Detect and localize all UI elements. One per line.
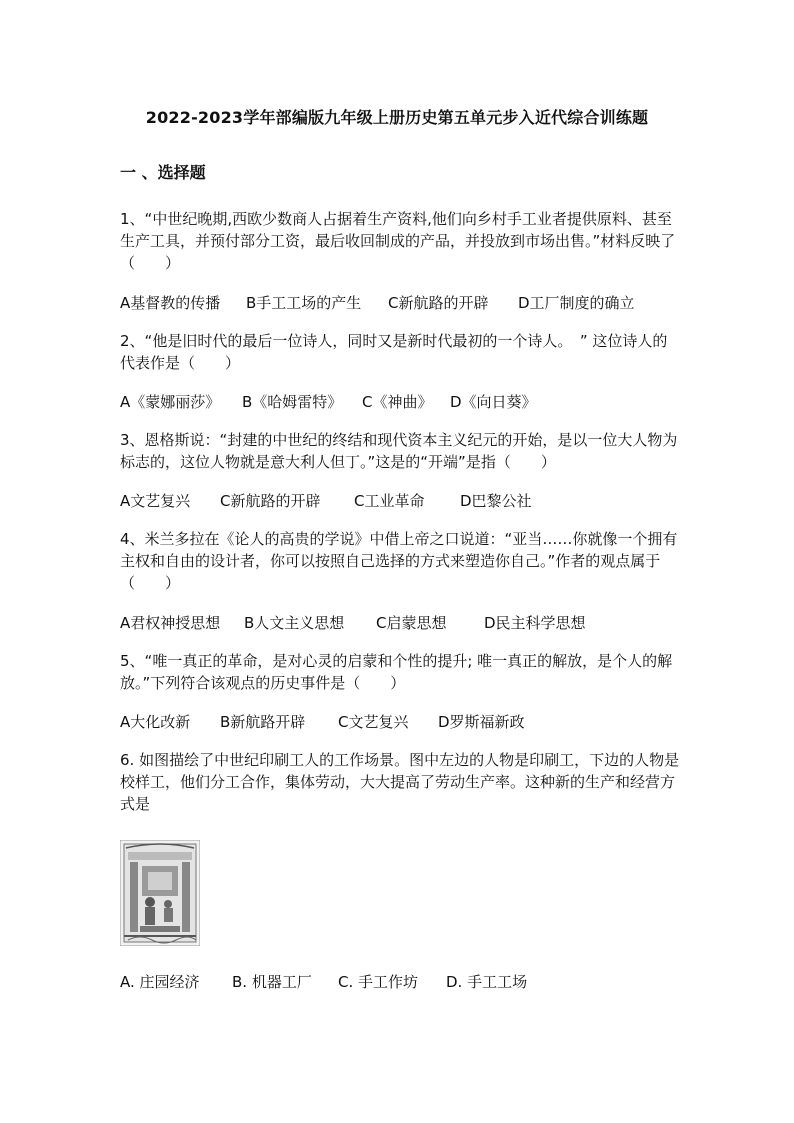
question-3-option-c: C工业革命 — [354, 492, 425, 510]
question-1-option-a: A基督教的传播 — [120, 294, 221, 312]
question-3-option-b: C新航路的开辟 — [220, 492, 321, 510]
question-2-stem: 2、“他是旧时代的最后一位诗人，同时又是新时代最初的一个诗人。 ” 这位诗人的代表作是（ ） — [120, 332, 668, 372]
question-2-option-c: C《神曲》 — [362, 393, 433, 411]
question-2-option-b: B《哈姆雷特》 — [242, 393, 343, 411]
question-4-options — [120, 612, 700, 634]
question-5-options — [120, 711, 700, 733]
question-1-option-c: C新航路的开辟 — [388, 294, 489, 312]
question-1-option-b: B手工工场的产生 — [246, 294, 362, 312]
question-5-stem: 5、“唯一真正的革命，是对心灵的启蒙和个性的提升; 唯一真正的解放，是个人的解放。”下列符合该观点的历史事件是（ ） — [120, 652, 673, 692]
question-2-option-d: D《向日葵》 — [450, 393, 537, 411]
document-title: 2022-2023学年部编版九年级上册历史第五单元步入近代综合训练题 — [145, 108, 649, 127]
printing-workshop-illustration — [120, 840, 200, 946]
question-5-option-c: C文艺复兴 — [338, 713, 409, 731]
question-4-option-a: A君权神授思想 — [120, 614, 221, 632]
question-3-option-d: D巴黎公社 — [460, 492, 532, 510]
question-3-options — [120, 490, 700, 512]
question-4-option-d: D民主科学思想 — [484, 614, 586, 632]
question-2-options — [120, 391, 700, 413]
question-4-option-c: C启蒙思想 — [376, 614, 447, 632]
question-1-options — [120, 292, 700, 314]
question-6-option-b: B. 机器工厂 — [232, 973, 312, 991]
question-5-option-b: B新航路开辟 — [220, 713, 306, 731]
question-3-option-a: A文艺复兴 — [120, 492, 191, 510]
section-heading: 一 、选择题 — [120, 163, 206, 182]
question-2-option-a: A《蒙娜丽莎》 — [120, 393, 221, 411]
question-6-option-a: A. 庄园经济 — [120, 973, 200, 991]
question-4-stem: 4、米兰多拉在《论人的高贵的学说》中借上帝之口说道：“亚当……你就像一个拥有主权和自由的设计者，你可以按照自己选择的方式来塑造你自己。”作者的观点属于（ ） — [120, 530, 678, 592]
question-1-option-d: D工厂制度的确立 — [518, 294, 635, 312]
question-6-stem: 6. 如图描绘了中世纪印刷工人的工作场景。图中左边的人物是印刷工，下边的人物是校样工，他们分工合作，集体劳动，大大提高了劳动生产率。这种新的生产和经营方式是 — [120, 751, 680, 813]
question-6-option-c: C. 手工作坊 — [338, 973, 419, 991]
question-5-option-a: A大化改新 — [120, 713, 191, 731]
question-3-stem: 3、恩格斯说：“封建的中世纪的终结和现代资本主义纪元的开始，是以一位大人物为标志的，这位人物就是意大利人但丁。”这是的“开端”是指（ ） — [120, 431, 678, 471]
question-1-stem: 1、“中世纪晚期,西欧少数商人占据着生产资料,他们向乡村手工业者提供原料、甚至生产工具，并预付部分工资，最后收回制成的产品，并投放到市场出售。”材料反映了（ ） — [120, 210, 676, 272]
question-6-option-d: D. 手工工场 — [446, 973, 528, 991]
question-4-option-b: B人文主义思想 — [244, 614, 345, 632]
question-6-options — [120, 971, 700, 993]
question-5-option-d: D罗斯福新政 — [438, 713, 525, 731]
